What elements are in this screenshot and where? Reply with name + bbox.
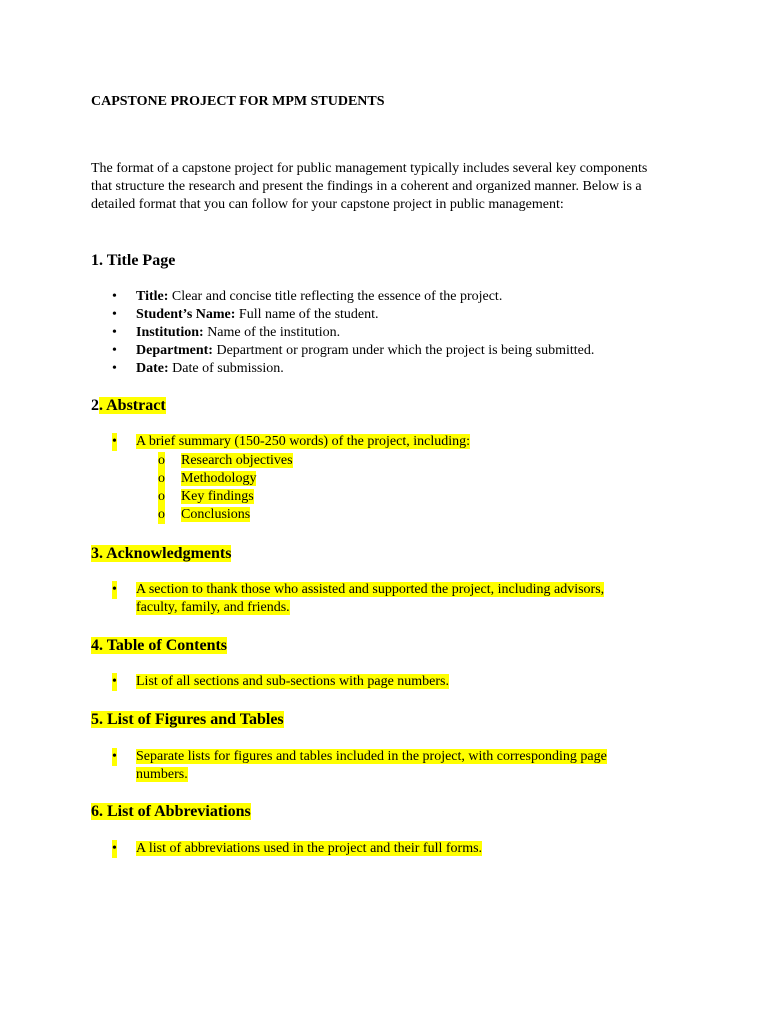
- sub-bullet-icon: o: [158, 489, 165, 504]
- item-text: Clear and concise title reflecting the essence of the project.: [171, 289, 503, 304]
- bullet-icon: •: [112, 434, 117, 449]
- sub-list-item: [136, 488, 651, 506]
- list-item: [91, 433, 651, 524]
- sub-bullet-icon: o: [158, 471, 165, 486]
- bullet-icon: •: [112, 749, 117, 764]
- sub-list-item: [136, 470, 651, 488]
- item-text: Date of submission.: [172, 361, 284, 376]
- section-heading-text: 3. Acknowledgments: [91, 545, 232, 562]
- bullet-icon: •: [112, 582, 117, 597]
- section-heading-text: 4. Table of Contents: [91, 637, 228, 654]
- section-acknowledgments-heading: [91, 544, 231, 564]
- abstract-sub-list: [136, 452, 651, 524]
- item-label: Title:: [136, 289, 169, 304]
- item-label: Student’s Name:: [136, 307, 236, 322]
- title-page-list: [91, 288, 651, 378]
- item-label: Institution:: [136, 325, 204, 340]
- item-label: Department:: [136, 343, 213, 358]
- list-item: [91, 288, 651, 306]
- section-heading-text: 5. List of Figures and Tables: [91, 711, 284, 728]
- item-text: Full name of the student.: [238, 307, 379, 322]
- section-number: 2: [91, 397, 99, 414]
- list-item: [91, 342, 651, 360]
- bullet-icon: •: [112, 361, 117, 376]
- sub-item-text: Methodology: [181, 471, 257, 486]
- section-heading-text: 6. List of Abbreviations: [91, 803, 251, 820]
- item-text: Name of the institution.: [207, 325, 341, 340]
- sub-item-text: Conclusions: [181, 507, 251, 522]
- list-item: [91, 324, 651, 342]
- list-item: [91, 673, 651, 691]
- item-text-line2: numbers.: [136, 767, 188, 782]
- section-title-page-heading: [91, 251, 175, 271]
- section-toc-heading: [91, 636, 227, 656]
- section-abstract-heading: [91, 396, 166, 416]
- bullet-icon: •: [112, 674, 117, 689]
- sub-item-text: Key findings: [181, 489, 254, 504]
- list-item: [91, 306, 651, 324]
- bullet-icon: •: [112, 289, 117, 304]
- sub-bullet-icon: o: [158, 453, 165, 468]
- list-item: [91, 360, 651, 378]
- section-number: 1.: [91, 252, 103, 269]
- bullet-icon: •: [112, 841, 117, 856]
- item-text-line1: Separate lists for figures and tables included in the project, with corresponding page: [136, 749, 607, 764]
- list-item: [91, 840, 651, 858]
- abbreviations-list: [91, 840, 651, 858]
- item-text: A list of abbreviations used in the project and their full forms.: [136, 841, 483, 856]
- list-item: [91, 581, 651, 617]
- sub-bullet-icon: o: [158, 507, 165, 522]
- item-text-line1: A section to thank those who assisted and supported the project, including advisors,: [136, 582, 605, 597]
- item-text-line2: faculty, family, and friends.: [136, 600, 290, 615]
- abstract-list: [91, 433, 651, 524]
- document-title: CAPSTONE PROJECT FOR MPM STUDENTS: [91, 94, 385, 109]
- sub-list-item: [136, 452, 651, 470]
- section-heading-text: . Abstract: [99, 397, 166, 414]
- item-text: A brief summary (150-250 words) of the project, including:: [136, 434, 470, 449]
- item-label: Date:: [136, 361, 169, 376]
- section-figures-heading: [91, 710, 284, 730]
- sub-list-item: [136, 506, 651, 524]
- toc-list: [91, 673, 651, 691]
- item-text: Department or program under which the project is being submitted.: [216, 343, 595, 358]
- section-heading-text: Title Page: [106, 252, 176, 269]
- intro-paragraph: The format of a capstone project for public management typically includes several key components that structure the research and present the findings in a coherent and organized manner. Below is a detailed format that you can follow for your capstone project in public management:: [91, 161, 648, 212]
- acknowledgments-list: [91, 581, 651, 617]
- section-abbreviations-heading: [91, 802, 251, 822]
- bullet-icon: •: [112, 325, 117, 340]
- list-item: [91, 748, 651, 784]
- figures-list: [91, 748, 651, 784]
- sub-item-text: Research objectives: [181, 453, 293, 468]
- bullet-icon: •: [112, 307, 117, 322]
- item-text: List of all sections and sub-sections with page numbers.: [136, 674, 449, 689]
- bullet-icon: •: [112, 343, 117, 358]
